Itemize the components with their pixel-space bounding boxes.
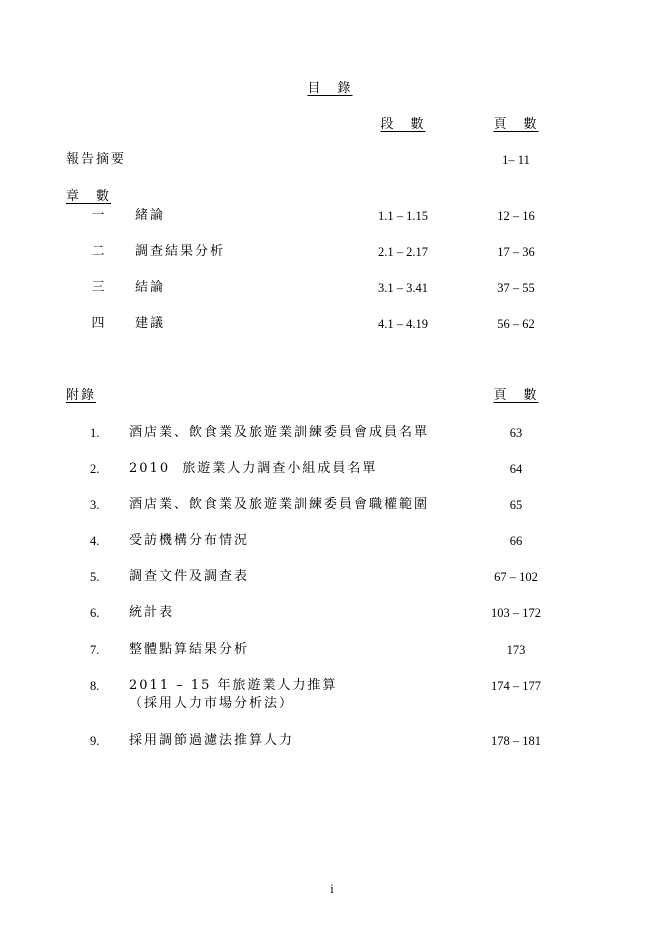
appendix-pages: 65 — [509, 498, 523, 512]
chapter-number: 二 — [91, 244, 105, 259]
chapter-paragraphs: 4.1 – 4.19 — [378, 317, 428, 331]
appendix-number: 1. — [90, 426, 100, 440]
paragraphs-column-header: 段 數 — [380, 117, 426, 132]
chapter-paragraphs: 2.1 – 2.17 — [378, 245, 428, 259]
chapter-paragraphs: 1.1 – 1.15 — [378, 209, 428, 223]
appendix-title: 調查文件及調查表 — [129, 569, 250, 584]
chapter-number: 四 — [91, 316, 105, 331]
chapter-number: 一 — [91, 208, 105, 223]
appendix-pages: 63 — [509, 426, 523, 440]
chapter-title: 結論 — [135, 280, 166, 295]
appendix-pages: 178 – 181 — [491, 734, 541, 748]
summary-pages: 1– 11 — [502, 153, 530, 167]
appendix-title: 酒店業、飲食業及旅遊業訓練委員會職權範圍 — [129, 497, 430, 512]
chapter-pages: 56 – 62 — [497, 317, 535, 331]
chapter-pages: 17 – 36 — [497, 245, 535, 259]
appendix-number: 5. — [90, 570, 100, 584]
page-title: 目 錄 — [307, 81, 353, 96]
appendix-number: 6. — [90, 606, 100, 620]
appendix-number: 9. — [90, 734, 100, 748]
appendix-heading: 附錄 — [66, 388, 97, 403]
appendix-title: 2011 – 15 年旅遊業人力推算 — [129, 678, 338, 693]
chapters-heading: 章 數 — [66, 189, 112, 204]
appendix-title: 受訪機構分布情況 — [129, 533, 250, 548]
chapter-title: 調查結果分析 — [135, 244, 226, 259]
appendix-number: 8. — [90, 679, 100, 693]
chapter-pages: 12 – 16 — [497, 209, 535, 223]
appendix-title: 整體點算結果分析 — [129, 642, 250, 657]
chapter-pages: 37 – 55 — [497, 281, 535, 295]
appendix-title: 酒店業、飲食業及旅遊業訓練委員會成員名單 — [129, 425, 430, 440]
appendix-pages: 67 – 102 — [494, 570, 538, 584]
chapter-title: 建議 — [135, 316, 166, 331]
appendix-number: 2. — [90, 462, 100, 476]
appendix-title: 2010 旅遊業人力調查小組成員名單 — [129, 461, 378, 476]
pages-column-header: 頁 數 — [493, 117, 539, 132]
appendix-pages: 173 — [506, 643, 526, 657]
chapter-paragraphs: 3.1 – 3.41 — [378, 281, 428, 295]
appendix-number: 4. — [90, 534, 100, 548]
appendix-number: 3. — [90, 498, 100, 512]
appendix-pages: 103 – 172 — [491, 606, 541, 620]
appendix-pages-header: 頁 數 — [493, 388, 539, 403]
chapter-number: 三 — [91, 280, 105, 295]
appendix-pages: 64 — [509, 462, 523, 476]
appendix-subtitle: （採用人力市場分析法） — [129, 696, 295, 711]
appendix-number: 7. — [90, 643, 100, 657]
appendix-title: 採用調節過濾法推算人力 — [129, 733, 295, 748]
appendix-title: 統計表 — [129, 605, 175, 620]
appendix-pages: 174 – 177 — [491, 679, 541, 693]
appendix-pages: 66 — [509, 534, 523, 548]
page-number: i — [330, 882, 334, 896]
chapter-title: 緒論 — [135, 208, 166, 223]
summary-label: 報告摘要 — [66, 152, 127, 167]
